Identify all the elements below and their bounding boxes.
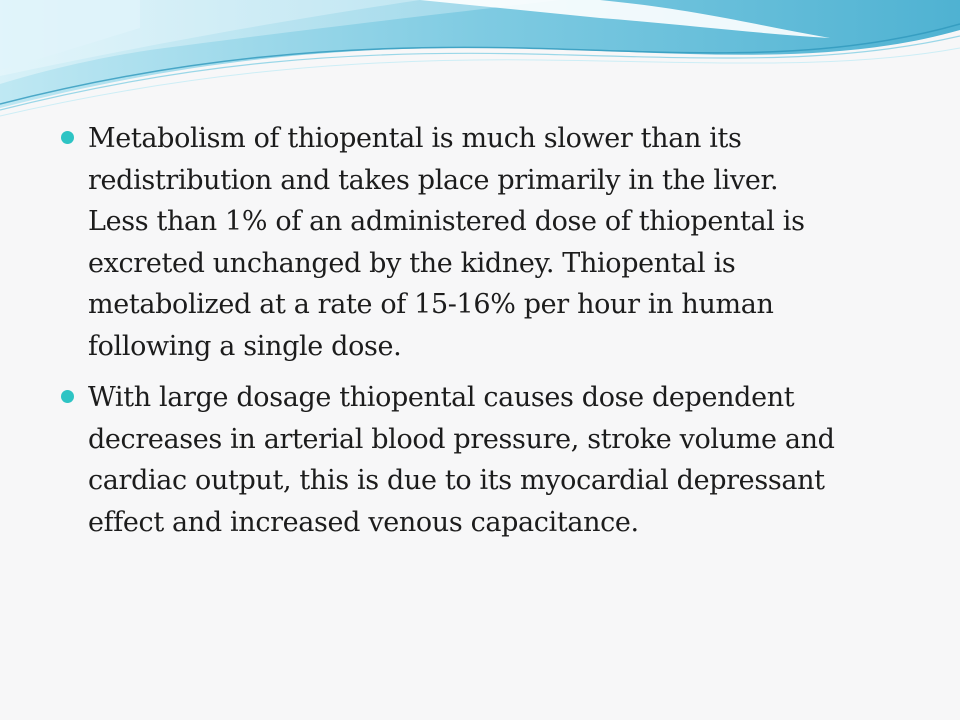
bullet-dot-icon [61, 131, 74, 144]
bullet-item [56, 118, 916, 367]
bullet-text: With large dosage thiopental causes dose dependent decreases in arterial blood pressure, stroke volume and cardiac output, this is due to its myocardial depressant effect and increased venous capacitance. [88, 382, 835, 538]
slide-content [56, 118, 916, 553]
bullet-item [56, 377, 916, 543]
bullet-text: Metabolism of thiopental is much slower than its redistribution and takes place primarily in the liver. Less than 1% of an administered dose of thiopental is excreted unchanged by the kidney. Thiopental is metabolized at a rate of 15-16% per hour in human following a single dose. [88, 123, 805, 362]
bullet-dot-icon [61, 390, 74, 403]
header-wave-decoration [0, 0, 960, 120]
